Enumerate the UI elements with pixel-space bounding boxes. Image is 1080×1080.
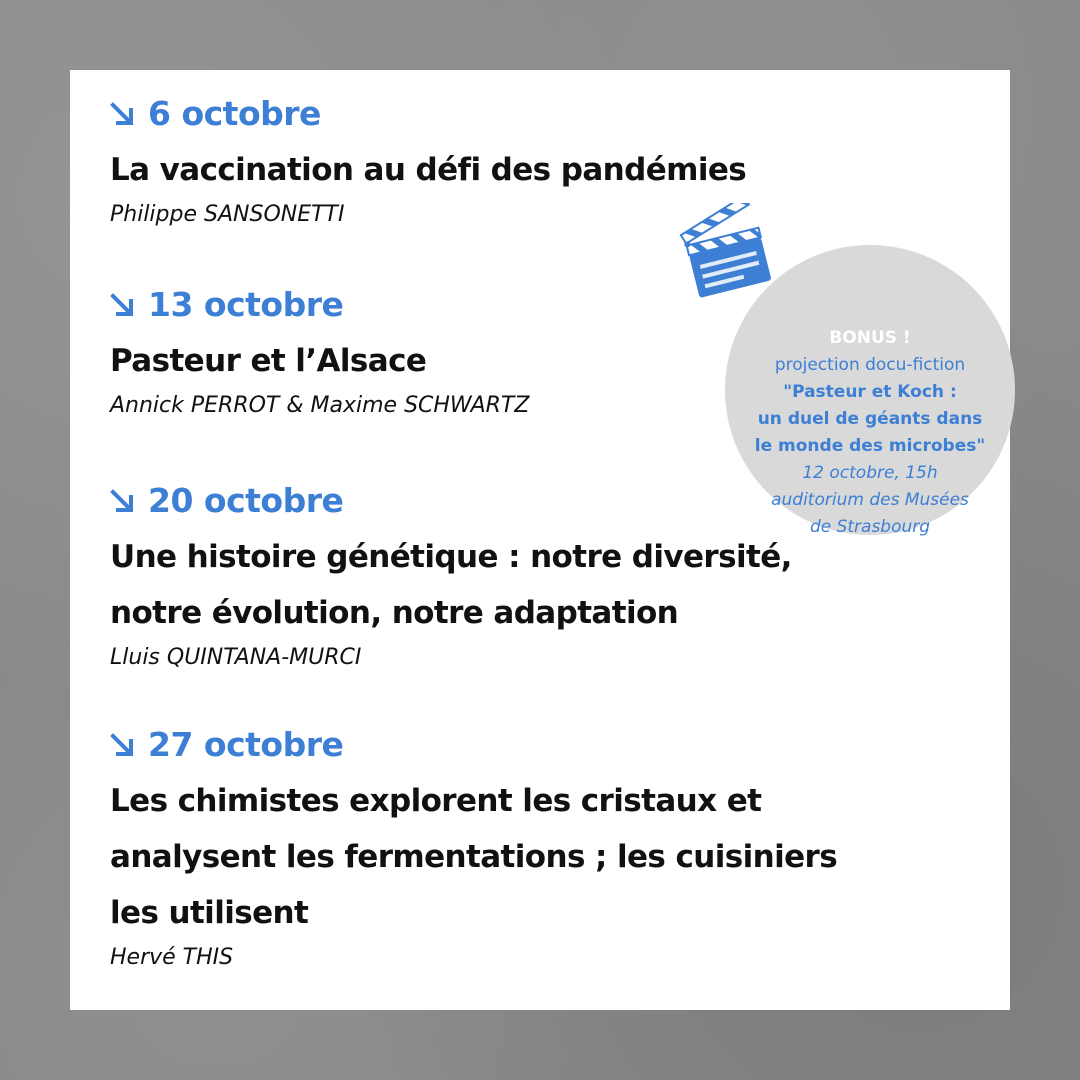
event-date-label: 27 octobre [148,725,344,764]
event-title-line: Les chimistes explorent les cristaux et [110,783,762,819]
arrow-down-right-icon [110,293,134,317]
event-date [110,723,837,767]
arrow-down-right-icon [110,489,134,513]
event-date-label: 6 octobre [148,94,321,133]
event-item [110,92,746,232]
arrow-down-right-icon [110,733,134,757]
event-date-label: 13 octobre [148,285,344,324]
event-date [110,92,746,136]
event-title-line: les utilisent [110,895,309,931]
event-date-label: 20 octobre [148,481,344,520]
bonus-film-line: un duel de géants dans [757,409,983,429]
event-title-line: Pasteur et l’Alsace [110,343,427,379]
bonus-info-line: 12 octobre, 15h [802,463,938,483]
bonus-info-line: auditorium des Musées [771,490,969,510]
bonus-text [725,325,1015,541]
event-title-line: La vaccination au défi des pandémies [110,152,747,188]
bonus-film-line: le monde des microbes" [754,436,986,456]
bonus-film-title [725,379,1015,460]
bonus-info [725,460,1015,541]
event-item [110,479,792,675]
event-title [110,773,837,941]
event-title [110,333,529,389]
bonus-film-line: "Pasteur et Koch : [783,382,957,402]
event-item [110,283,529,423]
event-title-line: analysent les fermentations ; les cuisiniers [110,839,838,875]
event-speaker: Philippe SANSONETTI [110,202,345,227]
event-speaker: Hervé THIS [110,945,234,970]
event-speaker: Lluis QUINTANA-MURCI [110,645,362,670]
event-date [110,479,792,523]
event-item [110,723,837,975]
arrow-down-right-icon [110,102,134,126]
event-title [110,142,746,198]
event-title-line: notre évolution, notre adaptation [110,595,679,631]
bonus-heading: BONUS ! [829,328,911,348]
bonus-info-line: de Strasbourg [809,517,931,537]
film-clapperboard-icon [677,203,787,303]
event-date [110,283,529,327]
event-title-line: Une histoire génétique : notre diversité, [110,539,792,575]
program-card [70,70,1010,1010]
bonus-subtitle: projection docu-fiction [774,355,966,375]
event-title [110,529,792,641]
event-speaker: Annick PERROT & Maxime SCHWARTZ [110,393,530,418]
